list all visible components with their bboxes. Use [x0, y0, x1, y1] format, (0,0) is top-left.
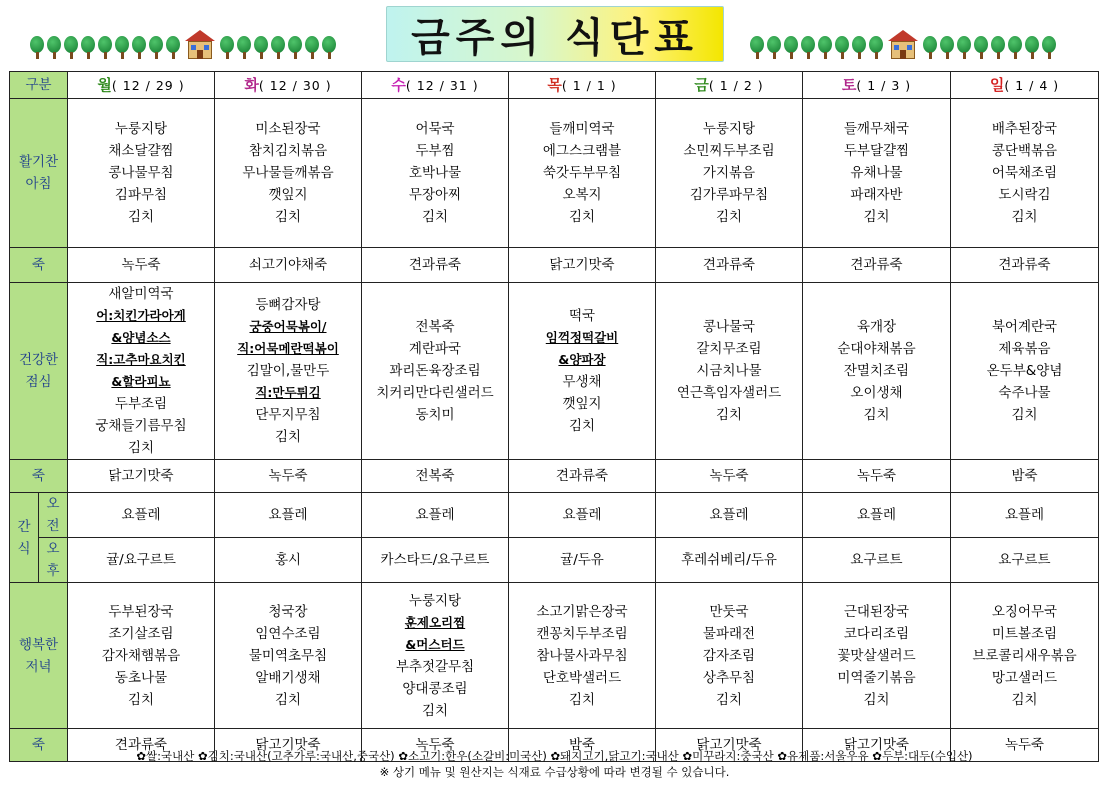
menu-item: 배추된장국: [991, 121, 1058, 137]
menu-item: 콩나물국: [702, 319, 756, 335]
menu-item: 요구르트: [850, 552, 903, 568]
tree-icon: [47, 36, 61, 60]
day-date: ( 12 / 30 ): [258, 77, 332, 93]
label-line: 죽: [31, 257, 46, 273]
menu-item: 들깨미역국: [549, 121, 615, 137]
menu-item: 직:만두튀김: [255, 385, 321, 400]
menu-item: 갈치무조림: [696, 341, 762, 357]
menu-item: 임꺽정떡갈비: [545, 330, 619, 345]
label-line: 아침: [25, 176, 52, 192]
menu-cell: [215, 248, 362, 283]
menu-cell: [951, 283, 1099, 460]
menu-item: 김치: [274, 691, 302, 708]
tree-icon: [957, 36, 971, 60]
tree-icon: [288, 36, 302, 60]
tree-icon: [322, 36, 336, 60]
lunch-row: [10, 283, 1099, 460]
porridge-row-1: [10, 248, 1099, 283]
menu-item: 가지볶음: [702, 165, 756, 181]
tree-icon: [940, 36, 954, 60]
menu-item: 요플레: [856, 507, 897, 523]
menu-item: 녹두죽: [268, 468, 308, 484]
tree-icon: [869, 36, 883, 60]
day-name: 월: [97, 75, 112, 94]
menu-cell: [803, 538, 951, 583]
menu-item: 꽈리돈육장조림: [389, 363, 481, 379]
day-date: ( 1 / 1 ): [561, 77, 617, 93]
menu-item: 호박나물: [408, 165, 462, 181]
menu-item: 참치김치볶음: [248, 143, 328, 159]
day-name: 토: [841, 75, 857, 94]
menu-item: 홍시: [274, 552, 302, 568]
menu-item: 녹두죽: [415, 737, 455, 753]
menu-cell: [803, 283, 951, 460]
menu-item: 김치: [715, 691, 743, 708]
house-icon: [888, 30, 918, 60]
lunch-label: [10, 283, 68, 460]
menu-cell: [951, 460, 1099, 493]
menu-cell: [68, 583, 215, 729]
page-header: [0, 0, 1109, 68]
menu-cell: [803, 99, 951, 248]
menu-item: 김치: [568, 209, 596, 225]
origin-info: ✿쌀:국내산 ✿김치:국내산(고추가루:국내산,중국산) ✿소고기:한우(소갈비:미국산) ✿돼지고기,닭고기:국내산 ✿미꾸라지:중국산 ✿유제품:서울우유 ✿두부:대두(수입산): [136, 749, 973, 763]
menu-item: 두부조림: [114, 396, 168, 412]
menu-item: 깻잎지: [268, 187, 308, 203]
tree-icon: [835, 36, 849, 60]
header-row: [10, 72, 1099, 99]
menu-item: 전복죽: [415, 468, 455, 484]
menu-cell: [509, 460, 656, 493]
porridge-label: [10, 248, 68, 283]
gubun-header: [10, 72, 68, 99]
menu-item: 밤죽: [1011, 468, 1038, 484]
menu-item: 오복지: [562, 187, 602, 203]
menu-cell: [656, 283, 803, 460]
day-header-thu: [509, 72, 656, 99]
menu-cell: [362, 460, 509, 493]
menu-item: 콩나물무침: [108, 165, 174, 181]
menu-item: 소고기맑은장국: [536, 603, 628, 620]
menu-item: 요플레: [709, 507, 749, 523]
menu-item: 김치: [274, 209, 302, 225]
menu-item: 청국장: [268, 603, 308, 620]
day-header-sat: [803, 72, 951, 99]
menu-item: 물파래전: [702, 625, 756, 642]
menu-item: 근대된장국: [843, 603, 910, 620]
menu-item: 코다리조림: [843, 625, 910, 642]
tree-decoration-left: [30, 30, 336, 60]
menu-item: 직:어묵메란떡볶이: [237, 341, 339, 356]
menu-item: 김치: [421, 702, 449, 719]
menu-cell: [362, 248, 509, 283]
menu-item: 잔멸치조림: [843, 363, 910, 379]
menu-item: 김치: [715, 407, 743, 423]
tree-icon: [220, 36, 234, 60]
menu-cell: [215, 99, 362, 248]
menu-item: 동치미: [415, 407, 455, 423]
menu-table: [9, 71, 1099, 762]
menu-item: 김치: [863, 209, 890, 225]
change-notice: ※ 상기 메뉴 및 원산지는 식재료 수급상황에 따라 변경될 수 있습니다.: [379, 765, 730, 779]
menu-cell: [362, 583, 509, 729]
menu-item: 견과류죽: [555, 468, 609, 484]
menu-item: 파래자반: [850, 187, 903, 203]
tree-icon: [1042, 36, 1056, 60]
menu-item: 요구르트: [998, 552, 1051, 568]
menu-item: 떡국: [568, 308, 596, 324]
tree-icon: [166, 36, 180, 60]
menu-cell: [215, 538, 362, 583]
menu-item: 순대야채볶음: [837, 341, 916, 357]
menu-cell: [509, 538, 656, 583]
menu-item: 누룽지탕: [114, 121, 168, 137]
menu-item: 김파무침: [114, 187, 168, 203]
menu-cell: [215, 460, 362, 493]
tree-icon: [81, 36, 95, 60]
menu-item: 닭고기맛죽: [108, 468, 174, 484]
snack-am-label: [39, 493, 68, 538]
menu-item: 전복죽: [415, 319, 455, 335]
menu-item: 김말이,물만두: [246, 363, 330, 379]
menu-item: 망고샐러드: [991, 669, 1058, 686]
menu-item: 알배기생채: [255, 669, 321, 686]
porridge-row-2: [10, 460, 1099, 493]
day-header-tue: [215, 72, 362, 99]
menu-item: 무장아찌: [408, 187, 462, 203]
menu-item: 카스타드/요구르트: [380, 552, 490, 568]
menu-item: 닭고기맛죽: [843, 737, 910, 753]
menu-item: 어묵채조림: [991, 165, 1058, 181]
menu-item: 참나물사과무침: [536, 647, 628, 664]
label-line: 활기찬: [18, 154, 59, 170]
menu-cell: [362, 283, 509, 460]
menu-cell: [68, 493, 215, 538]
snack-am-row: [10, 493, 1099, 538]
menu-item: 김치: [1011, 691, 1038, 708]
menu-cell: [68, 283, 215, 460]
menu-item: 미역줄기볶음: [837, 669, 916, 686]
menu-item: 견과류죽: [998, 257, 1051, 273]
tree-icon: [784, 36, 798, 60]
menu-item: 상추무침: [702, 669, 756, 686]
menu-item: 녹두죽: [709, 468, 749, 484]
menu-item: 김치: [568, 418, 596, 434]
day-name: 금: [694, 75, 709, 94]
menu-item: 견과류죽: [114, 737, 168, 753]
day-header-fri: [656, 72, 803, 99]
footer: [0, 748, 1109, 780]
label-line: 죽: [31, 737, 46, 753]
menu-item: 단무지무침: [255, 407, 321, 423]
menu-item: 김가루파무침: [689, 187, 769, 203]
menu-item: 김치: [1011, 209, 1038, 225]
menu-cell: [362, 99, 509, 248]
menu-item: 계란파국: [408, 341, 462, 357]
menu-item: 녹두죽: [1004, 737, 1045, 753]
menu-item: 임연수조림: [255, 625, 321, 642]
menu-item: 치커리만다린샐러드: [376, 385, 494, 401]
tree-icon: [974, 36, 988, 60]
menu-item: 견과류죽: [702, 257, 756, 273]
page-title: 금주의 식단표: [411, 14, 699, 61]
label-line: 간: [17, 518, 31, 535]
label-line: 건강한: [18, 352, 59, 368]
menu-cell: [656, 460, 803, 493]
menu-item: 견과류죽: [408, 257, 462, 273]
snack-pm-label: [39, 538, 68, 583]
title-banner: [386, 6, 724, 62]
menu-item: 누룽지탕: [702, 121, 756, 137]
tree-icon: [254, 36, 268, 60]
tree-icon: [923, 36, 937, 60]
menu-cell: [951, 248, 1099, 283]
snack-pm-row: [10, 538, 1099, 583]
menu-cell: [951, 99, 1099, 248]
menu-cell: [656, 99, 803, 248]
menu-item: 두부달걀찜: [843, 143, 910, 159]
day-date: ( 12 / 29 ): [111, 77, 185, 93]
menu-item: 오징어무국: [991, 603, 1058, 620]
menu-item: 무나물들깨볶음: [242, 165, 334, 181]
menu-item: 쇠고기야채죽: [248, 257, 328, 273]
dinner-label: [10, 583, 68, 729]
menu-item: 요플레: [268, 507, 308, 523]
menu-cell: [509, 248, 656, 283]
tree-icon: [1008, 36, 1022, 60]
tree-icon: [132, 36, 146, 60]
menu-cell: [656, 493, 803, 538]
menu-item: 물미역초무침: [248, 647, 328, 664]
menu-item: 닭고기맛죽: [255, 737, 321, 753]
menu-item: 요플레: [562, 507, 602, 523]
menu-cell: [68, 460, 215, 493]
menu-cell: [68, 99, 215, 248]
menu-item: 닭고기맛죽: [549, 257, 615, 273]
menu-item: 들깨무채국: [843, 121, 910, 137]
tree-icon: [98, 36, 112, 60]
tree-icon: [801, 36, 815, 60]
menu-item: 북어계란국: [991, 319, 1058, 335]
menu-item: 미트볼조림: [991, 625, 1058, 642]
menu-cell: [951, 493, 1099, 538]
menu-cell: [215, 583, 362, 729]
menu-item: 감자채햄볶음: [101, 647, 181, 664]
menu-cell: [215, 493, 362, 538]
menu-item: 부추젓갈무침: [395, 658, 475, 675]
tree-icon: [30, 36, 44, 60]
menu-item: 김치: [274, 429, 302, 445]
menu-item: 만둣국: [709, 603, 749, 620]
menu-cell: [509, 283, 656, 460]
menu-item: 어묵국: [415, 121, 455, 137]
menu-item: 오이생채: [850, 385, 903, 401]
menu-item: 김치: [863, 691, 890, 708]
menu-item: 어:치킨가라아게: [96, 308, 186, 323]
menu-item: 김치: [1011, 407, 1038, 423]
menu-cell: [951, 583, 1099, 729]
menu-item: 요플레: [121, 507, 161, 523]
menu-item: 캔꽁치두부조림: [536, 625, 628, 642]
menu-item: &양파장: [558, 352, 606, 367]
menu-item: 시금치나물: [696, 363, 762, 379]
menu-cell: [68, 538, 215, 583]
menu-item: &머스터드: [405, 636, 465, 652]
breakfast-row: [10, 99, 1099, 248]
menu-item: 김치: [568, 691, 596, 708]
menu-cell: [509, 99, 656, 248]
menu-item: 소민찌두부조림: [683, 143, 775, 159]
menu-cell: [215, 283, 362, 460]
menu-item: 콩단백볶음: [991, 143, 1058, 159]
menu-cell: [509, 583, 656, 729]
tree-icon: [64, 36, 78, 60]
menu-item: 궁채들기름무침: [95, 418, 187, 434]
tree-icon: [237, 36, 251, 60]
menu-item: 브로콜리새우볶음: [972, 647, 1077, 664]
menu-item: 숙주나물: [998, 385, 1051, 401]
label-line: 오: [46, 496, 60, 512]
menu-item: 두부된장국: [108, 603, 174, 620]
gubun-label: 구분: [25, 77, 52, 93]
tree-icon: [852, 36, 866, 60]
menu-item: 김치: [715, 209, 743, 225]
menu-item: 깻잎지: [562, 396, 602, 412]
menu-item: 후레쉬베리/두유: [681, 552, 777, 568]
day-date: ( 12 / 31 ): [405, 77, 479, 93]
menu-cell: [656, 538, 803, 583]
menu-item: 견과류죽: [850, 257, 903, 273]
menu-item: 무생채: [562, 374, 602, 390]
breakfast-label: [10, 99, 68, 248]
day-name: 일: [989, 75, 1005, 94]
menu-item: 미소된장국: [255, 121, 321, 137]
menu-item: 녹두죽: [856, 468, 897, 484]
day-name: 목: [547, 75, 562, 94]
menu-item: 닭고기맛죽: [696, 737, 762, 753]
menu-item: &양념소스: [111, 330, 171, 345]
menu-item: 육개장: [856, 319, 897, 335]
menu-cell: [803, 493, 951, 538]
label-line: 전: [46, 518, 60, 534]
tree-icon: [750, 36, 764, 60]
porridge-label: [10, 460, 68, 493]
day-date: ( 1 / 3 ): [856, 77, 912, 93]
menu-item: 김치: [127, 440, 155, 456]
menu-item: 직:고추마요치킨: [96, 352, 186, 367]
menu-item: 동초나물: [114, 669, 168, 686]
menu-cell: [362, 493, 509, 538]
menu-item: 김치: [127, 691, 155, 708]
tree-icon: [305, 36, 319, 60]
menu-item: 감자조림: [702, 647, 756, 664]
day-header-mon: [68, 72, 215, 99]
tree-icon: [271, 36, 285, 60]
day-date: ( 1 / 2 ): [708, 77, 764, 93]
menu-item: 새알미역국: [108, 286, 174, 302]
menu-item: 조기살조림: [108, 625, 174, 642]
tree-icon: [149, 36, 163, 60]
menu-item: 꽃맛살샐러드: [837, 647, 916, 664]
menu-item: 밤죽: [568, 737, 596, 753]
label-line: 행복한: [18, 636, 59, 653]
menu-item: 두부찜: [415, 143, 455, 159]
menu-item: 채소달걀찜: [108, 143, 174, 159]
label-line: 죽: [31, 468, 46, 484]
tree-icon: [1025, 36, 1039, 60]
menu-item: &할라피뇨: [111, 374, 171, 389]
snack-label: [10, 493, 39, 583]
tree-icon: [991, 36, 1005, 60]
menu-cell: [362, 538, 509, 583]
tree-decoration-right: [750, 30, 1056, 60]
tree-icon: [115, 36, 129, 60]
menu-cell: [803, 583, 951, 729]
menu-cell: [68, 248, 215, 283]
menu-item: 제육볶음: [998, 341, 1051, 357]
house-icon: [185, 30, 215, 60]
day-name: 화: [244, 75, 259, 94]
menu-item: 요플레: [1004, 507, 1045, 523]
menu-item: 김치: [127, 209, 155, 225]
menu-item: 귤/요구르트: [106, 552, 176, 568]
menu-item: 김치: [421, 209, 449, 225]
menu-item: 훈제오리찜: [404, 614, 466, 630]
menu-item: 궁중어묵볶이/: [249, 319, 327, 334]
menu-item: 양대콩조림: [402, 680, 468, 697]
menu-item: 등뼈감자탕: [255, 297, 321, 313]
menu-cell: [656, 583, 803, 729]
menu-cell: [951, 538, 1099, 583]
menu-item: 누룽지탕: [408, 592, 462, 609]
label-line: 점심: [25, 374, 52, 390]
menu-item: 도시락김: [998, 187, 1051, 203]
menu-item: 귤/두유: [560, 552, 604, 568]
menu-cell: [803, 460, 951, 493]
menu-item: 연근흑임자샐러드: [676, 385, 782, 401]
day-header-wed: [362, 72, 509, 99]
menu-item: 요플레: [415, 507, 455, 523]
tree-icon: [767, 36, 781, 60]
menu-cell: [656, 248, 803, 283]
menu-item: 단호박샐러드: [542, 669, 622, 686]
label-line: 오: [46, 541, 60, 557]
tree-icon: [818, 36, 832, 60]
day-date: ( 1 / 4 ): [1004, 77, 1060, 93]
menu-item: 쑥갓두부무침: [542, 165, 622, 181]
label-line: 식: [17, 540, 31, 557]
menu-cell: [509, 493, 656, 538]
day-name: 수: [391, 75, 406, 94]
menu-item: 에그스크램블: [542, 143, 622, 159]
menu-cell: [803, 248, 951, 283]
menu-item: 녹두죽: [121, 257, 161, 273]
label-line: 저녁: [25, 658, 52, 675]
menu-item: 온두부&양념: [986, 363, 1063, 379]
label-line: 후: [46, 563, 60, 579]
dinner-row: [10, 583, 1099, 729]
menu-item: 김치: [863, 407, 890, 423]
day-header-sun: [951, 72, 1099, 99]
menu-item: 유채나물: [850, 165, 903, 181]
